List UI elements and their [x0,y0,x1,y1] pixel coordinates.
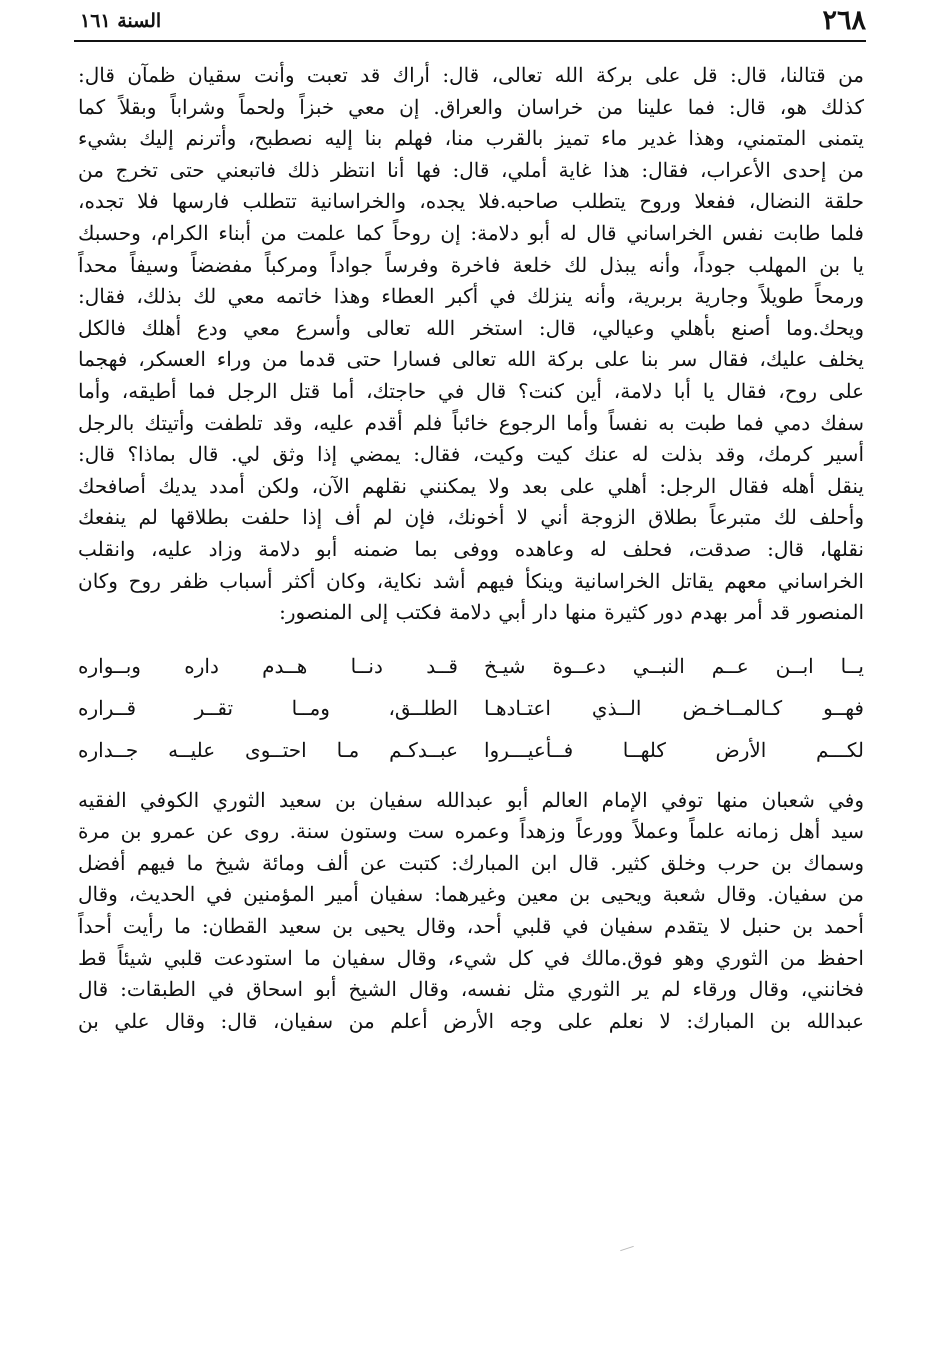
text-line: يا بن المهلب جوداً، وأنه يبذل لك خلعة فاخرة وفرساً جواداً ومركباً مفضضاً وسيفاً محداً [78,252,864,277]
poem-first-hemistich: فهــو كـالمــاخـض الــذي اعتـادهـا [484,695,864,720]
text-line: يتمنى المتمني، وهذا غدير ماء تميز بالقرب منا، فهلم بنا إليه نصطبح، وأترنم إليك بشيء [78,126,864,151]
text-line: فلما طابت نفس الخراساني قال له أبو دلامة: إن روحاً كما علمت من أبناء الكرام، وحسبك [78,220,864,245]
poem-first-hemistich: لكـــم الأرض كلهــا فــأعيـــروا [484,737,864,762]
text-line: نقلها، قال: صدقت، فحلف له وعاهده ووفى بما ضمنه أبو دلامة وزاد عليه، وانقلب [78,536,864,561]
text-line: سفك دمي فما طبت به نفساً وأما الرجوع خائباً فلم أقدم عليه، وقد تلطفت وأتيتك بالرجل [78,410,864,435]
poem-second-hemistich: الطلــق، ومــا تقــر قــراره [78,695,458,720]
text-line: من إحدى الأعراب، فقال: هذا غاية أملي، قال: فها أنا انتظر ذلك فاتبعني حتى تخرج من [78,157,864,182]
poem [78,645,864,771]
text-line: كذلك هو، قال: فما علينا من خراسان والعراق. إن معي خبزاً ولحماً وشراباً وبقلاً كما [78,94,864,119]
text-line: أحمد بن حنبل لا يتقدم سفيان في قلبي أحد، وقال يحيى بن سعيد القطان: ما رأيت أحداً [78,914,864,939]
poem-first-hemistich: يــا ابــن عــم النبــي دعــوة شيـخ [484,653,864,678]
text-line: ينقل أهله فقال الرجل: أهلي على بعد ولا يمكنني نقلهم الآن، ولكن أمدد يديك أصافحك [78,473,864,498]
poem-second-hemistich: عبــدكـم مـا احتــوى عليــه جــداره [78,737,458,762]
text-line: أسير كرمك، وقد بذلت له عنك كيت وكيت، فقال: يمضي إذا وثق لي. قال بماذا؟ قال: [78,442,864,467]
text-line: سيد أهل زمانه علماً وعملاً وورعاً وزهداً وعمره ست وستون سنة. روى عن عمرو بن مرة [78,819,864,844]
scan-mark [620,1246,634,1251]
header-rule [74,40,866,42]
text-line: ورمحاً طويلاً وجارية بربرية، وأنه ينزلك في أكبر العطاء وهذا خاتمه معي لك بذلك، فقال: [78,284,864,309]
text-line: من قتالنا، قال: قل على بركة الله تعالى، قال: أراك قد تعبت وأنت سقيان ظمآن قال: [78,63,864,87]
text-line: وأحلف لك متبرعاً بطلاق الزوجة أني لا أخونك، فإن لم أف إذا حلفت بطلاقها لم ينفعك [78,505,864,530]
page-header [74,4,866,38]
text-line: من سفيان. وقال شعبة ويحيى بن معين وغيرهما: سفيان أمير المؤمنين في الحديث، وقال [78,882,864,907]
text-line: يخلف عليك، فقال سر بنا على بركة الله تعالى فسارا حتى قدما من وراء العسكر، فهجما [78,347,864,372]
paragraph-2 [78,785,864,1038]
text-line: وفي شعبان منها توفي الإمام العالم أبو عبدالله سفيان بن سعيد الثوري الكوفي الفقيه [78,787,864,812]
poem-verse [78,729,864,771]
running-head-year: السنة ١٦١ [80,10,162,32]
text-line: على روح، فقال يا أبا دلامة، أين كنت؟ قال في حاجتك، أما قتل الرجل فما أطيقه، وأما [78,378,864,403]
poem-second-hemistich: قــد دنــا هــدم داره وبــواره [78,653,458,678]
page-number: ٢٦٨ [822,5,866,36]
poem-verse [78,687,864,729]
text-line: المنصور قد أمر بهدم دور كثيرة منها دار أبي دلامة فكتب إلى المنصور: [279,600,864,625]
text-line: وسماك بن حرب وخلق كثير. قال ابن المبارك: كتبت عن ألف ومائة شيخ ما فيهم أفضل [78,850,864,875]
text-line: ويحك.وما أصنع بأهلي وعيالي، قال: استخر الله تعالى وأسرع معي ودع أهلك فالكل [78,315,864,340]
text-line: حلقة النضال، ففعلا وروح يتطلب صاحبه.فلا يجده، والخراسانية تتطلب فارسها فلا تجده، [78,189,864,214]
paragraph-1 [78,60,864,629]
text-line: احفظ من الثوري وهو فوق.مالك في كل شيء، وقال سفيان ما استودعت قلبي شيئاً قط [78,945,864,970]
text-line: الخراساني معهم يقاتل الخراسانية وينكأ فيهم أشد نكاية، وكان أكثر أسباب ظفر روح وكان [78,568,864,593]
text-line: فخانني، وقال ورقاء لم ير الثوري مثل نفسه، وقال الشيخ أبو اسحاق في الطبقات: قال [78,977,864,1002]
text-line: عبدالله بن المبارك: لا نعلم على وجه الأرض أعلم من سفيان، قال: وقال علي بن [78,1008,864,1033]
poem-verse [78,645,864,687]
main-text [78,60,864,1240]
